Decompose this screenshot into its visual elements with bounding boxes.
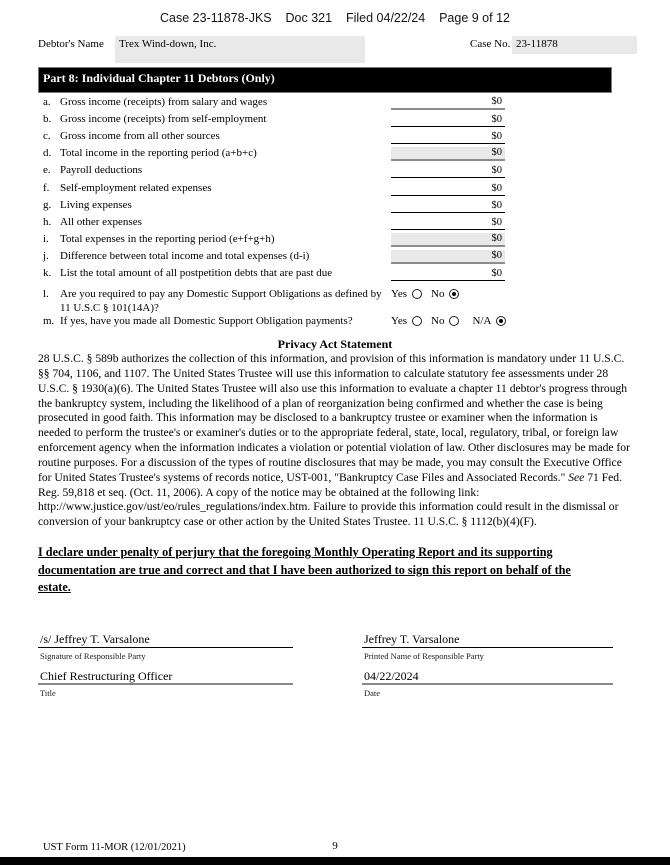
form-row-j [38, 247, 505, 264]
amount-field-h[interactable]: $0 [391, 217, 505, 230]
see-citation: See [568, 470, 585, 484]
form-row-e [38, 161, 505, 178]
signature-value[interactable]: /s/ Jeffrey T. Varsalone [38, 632, 293, 648]
row-letter: k. [43, 267, 52, 280]
radio-group-l [391, 288, 468, 300]
radio-yes-icon[interactable] [412, 289, 422, 299]
title-value[interactable]: Chief Restructuring Officer [38, 669, 293, 685]
option-no: No [431, 315, 459, 327]
amount-field-e[interactable]: $0 [391, 165, 505, 178]
debtor-name-field[interactable]: Trex Wind-down, Inc. [115, 36, 365, 63]
debtor-case-row [38, 36, 640, 64]
case-number-field[interactable]: 23-11878 [512, 36, 637, 54]
row-letter: j. [43, 249, 49, 262]
row-label: Payroll deductions [60, 164, 143, 177]
question-m-dso-payments [38, 315, 515, 329]
row-label: Difference between total income and total expenses (d-i) [60, 249, 310, 262]
amount-field-b[interactable]: $0 [391, 114, 505, 127]
option-yes: Yes [391, 288, 422, 300]
row-label: Self-employment related expenses [60, 181, 212, 194]
page-number: 9 [332, 840, 338, 852]
row-label: Gross income from all other sources [60, 130, 220, 143]
radio-group-m [391, 315, 515, 327]
perjury-declaration: I declare under penalty of perjury that the foregoing Monthly Operating Report and its supporting documentation are true and correct and that I have been authorized to sign this report on behalf of the estate. [38, 545, 571, 594]
amount-field-a[interactable]: $0 [391, 96, 505, 110]
form-row-g [38, 196, 505, 213]
amount-field-f[interactable]: $0 [391, 183, 505, 196]
case-number-label: Case No. [470, 38, 511, 50]
radio-yes-icon[interactable] [412, 316, 422, 326]
form-row-f [38, 178, 505, 195]
amount-field-c[interactable]: $0 [391, 131, 505, 144]
option-yes: Yes [391, 315, 422, 327]
row-letter: f. [43, 181, 50, 194]
row-label: Total income in the reporting period (a+b+c) [60, 147, 257, 160]
amount-field-d-total-income: $0 [391, 147, 505, 161]
radio-na-icon[interactable] [496, 316, 506, 326]
row-label: Living expenses [60, 198, 132, 211]
date-value[interactable]: 04/22/2024 [362, 669, 613, 685]
row-letter: c. [43, 130, 51, 143]
radio-no-icon[interactable] [449, 316, 459, 326]
row-letter: l. [43, 288, 49, 300]
title-field [38, 669, 293, 698]
court-filing-stamp: Case 23-11878-JKS Doc 321 Filed 04/22/24 Page 9 of 12 [160, 11, 510, 25]
row-label: List the total amount of all postpetition debts that are past due [60, 267, 333, 280]
form-row-c [38, 127, 505, 144]
signature-caption: Signature of Responsible Party [40, 651, 146, 661]
part8-section-header: Part 8: Individual Chapter 11 Debtors (Only) [38, 67, 612, 93]
row-letter: g. [43, 198, 52, 211]
date-caption: Date [364, 688, 381, 698]
option-no: No [431, 288, 459, 300]
row-label: Gross income (receipts) from self-employment [60, 113, 267, 126]
form-row-i [38, 230, 505, 247]
amount-field-i-total-expenses: $0 [391, 233, 505, 247]
row-letter: m. [43, 315, 55, 327]
row-label: Gross income (receipts) from salary and wages [60, 96, 268, 109]
question-label: Are you required to pay any Domestic Support Obligations as defined by 11 U.S.C § 101(14A)? [60, 288, 382, 314]
row-label: All other expenses [60, 215, 142, 228]
privacy-act-title: Privacy Act Statement [277, 337, 393, 351]
bottom-black-bar [0, 857, 670, 865]
income-expense-rows [38, 93, 505, 281]
amount-field-k[interactable]: $0 [391, 268, 505, 281]
radio-no-icon[interactable] [449, 289, 459, 299]
question-label: If yes, have you made all Domestic Support Obligation payments? [60, 315, 353, 327]
title-caption: Title [40, 688, 56, 698]
printed-name-value[interactable]: Jeffrey T. Varsalone [362, 632, 613, 648]
row-label: Total expenses in the reporting period (e+f+g+h) [60, 232, 275, 245]
row-letter: b. [43, 113, 52, 126]
form-row-a [38, 93, 505, 110]
row-letter: e. [43, 164, 51, 177]
option-na: N/A [468, 315, 506, 327]
printed-name-field [362, 632, 613, 661]
row-letter: a. [43, 96, 51, 109]
signature-field [38, 632, 293, 661]
question-l-dso-required [38, 288, 468, 315]
amount-field-g[interactable]: $0 [391, 200, 505, 213]
row-letter: h. [43, 215, 52, 228]
form-row-k [38, 264, 505, 281]
privacy-act-text: 28 U.S.C. § 589b authorizes the collection of this information, and provision of this information is mandatory under 11 U.S.C. §§ 704, 1106, and 1107. The United States Trustee will use this information to calculate statutory fee assessments under 28 U.S.C. § 1930(a)(6). The United States Trustee will also use this information to evaluate a chapter 11 debtor's progress through the bankruptcy system, including the likelihood of a plan of reorganization being confirmed and whether the case is being prosecuted in good faith. This information may be disclosed to a bankruptcy trustee or examiner when the information is needed to perform the trustee's or examiner's duties or to the appropriate federal, state, local, regulatory, tribal, or foreign law enforcement agency when the information indicates a violation or potential violation of law. Other disclosures may be made for routine purposes. For a discussion of the types of routine disclosures that may be made, you may consult the Executive Office for United States Trustee's systems of records notice, UST-001, "Bankruptcy Case Files and Associated Records." See 71 Fed. Reg. 59,818 et seq. (Oct. 11, 2006). A copy of the notice may be obtained at the following link: http://www.justice.gov/ust/eo/rules_regulations/index.htm. Failure to provide this information could result in the dismissal or conversion of your bankruptcy case or other action by the United States Trustee. 11 U.S.C. § 1112(b)(4)(F). [38, 352, 630, 529]
form-row-b [38, 110, 505, 127]
printed-name-caption: Printed Name of Responsible Party [364, 651, 484, 661]
row-letter: i. [43, 232, 49, 245]
form-id-footer: UST Form 11-MOR (12/01/2021) [43, 842, 186, 853]
debtor-name-label: Debtor's Name [38, 38, 104, 50]
date-field [362, 669, 613, 698]
form-row-h [38, 213, 505, 230]
row-letter: d. [43, 147, 52, 160]
amount-field-j-difference: $0 [391, 250, 505, 264]
form-row-d [38, 144, 505, 161]
